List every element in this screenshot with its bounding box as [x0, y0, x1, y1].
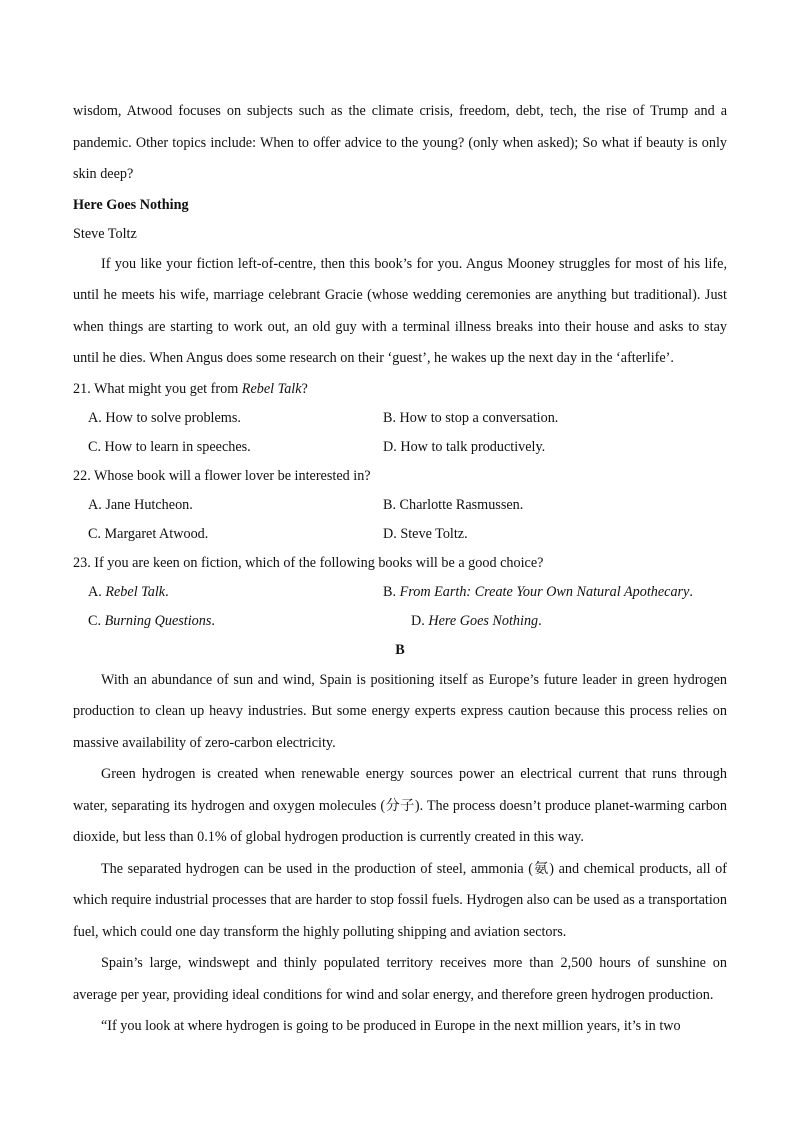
intro-paragraph: wisdom, Atwood focuses on subjects such as the climate crisis, freedom, debt, tech, the rise of Trump and a pandemic. Other topics include: When to offer advice to the young? (only when asked); So what if beauty is only skin deep? — [73, 103, 727, 182]
question-22-options-row-2 — [73, 520, 727, 549]
document-page — [73, 96, 727, 1043]
option-a[interactable]: A. Jane Hutcheon. — [88, 496, 193, 513]
book-author: Steve Toltz — [73, 225, 137, 242]
section-heading: B — [395, 641, 405, 658]
passage-paragraph: With an abundance of sun and wind, Spain is positioning itself as Europe’s future leader in green hydrogen production to clean up heavy industries. But some energy experts express caution because this process relies on massive availability of zero-carbon electricity. — [73, 671, 727, 751]
option-c[interactable]: C. How to learn in speeches. — [88, 438, 251, 455]
book-description: If you like your fiction left-of-centre, then this book’s for you. Angus Mooney struggles for most of his life, until he meets his wife, marriage celebrant Gracie (whose wedding ceremonies are anything but traditional). Just when things are starting to work out, an old guy with a terminal illness breaks into their house and asks to stay until he dies. When Angus does some research on their ‘guest’, he wakes up the next day in the ‘afterlife’. — [73, 255, 727, 366]
question-21-options-row-2 — [73, 433, 727, 462]
option-d[interactable]: D. How to talk productively. — [383, 438, 546, 455]
option-b[interactable]: B. From Earth: Create Your Own Natural Apothecary. — [383, 583, 693, 600]
option-a[interactable]: A. How to solve problems. — [88, 409, 241, 426]
option-b[interactable]: B. Charlotte Rasmussen. — [383, 496, 524, 513]
question-23-options-row-2 — [73, 607, 727, 636]
book-title: Here Goes Nothing — [73, 196, 189, 213]
option-d[interactable]: D. Steve Toltz. — [383, 525, 468, 542]
option-d[interactable]: D. Here Goes Nothing. — [411, 612, 542, 629]
passage-paragraph: “If you look at where hydrogen is going to be produced in Europe in the next million years, it’s in two — [101, 1018, 681, 1034]
question-21-options-row-1 — [73, 404, 727, 433]
option-b[interactable]: B. How to stop a conversation. — [383, 409, 559, 426]
option-c[interactable]: C. Margaret Atwood. — [88, 525, 209, 542]
question-22-options-row-1 — [73, 491, 727, 520]
question-23-stem: 23. If you are keen on fiction, which of the following books will be a good choice? — [73, 554, 544, 571]
passage-paragraph: Green hydrogen is created when renewable energy sources power an electrical current that runs through water, separating its hydrogen and oxygen molecules (分子). The process doesn’t produce planet-warming carbon dioxide, but less than 0.1% of global hydrogen production is currently created in this way. — [73, 766, 727, 845]
passage-paragraph: The separated hydrogen can be used in the production of steel, ammonia (氨) and chemical products, all of which require industrial processes that are harder to stop fossil fuels. Hydrogen also can be used as a transportation fuel, which could one day transform the highly polluting shipping and aviation sectors. — [73, 860, 727, 940]
question-22-stem: 22. Whose book will a flower lover be interested in? — [73, 467, 371, 484]
option-a[interactable]: A. Rebel Talk. — [88, 583, 169, 600]
option-c[interactable]: C. Burning Questions. — [88, 612, 215, 629]
question-21-stem: 21. What might you get from Rebel Talk? — [73, 380, 308, 397]
passage-paragraph: Spain’s large, windswept and thinly populated territory receives more than 2,500 hours of sunshine on average per year, providing ideal conditions for wind and solar energy, and therefore green hydrogen production. — [73, 955, 727, 1003]
question-23-options-row-1 — [73, 578, 727, 607]
